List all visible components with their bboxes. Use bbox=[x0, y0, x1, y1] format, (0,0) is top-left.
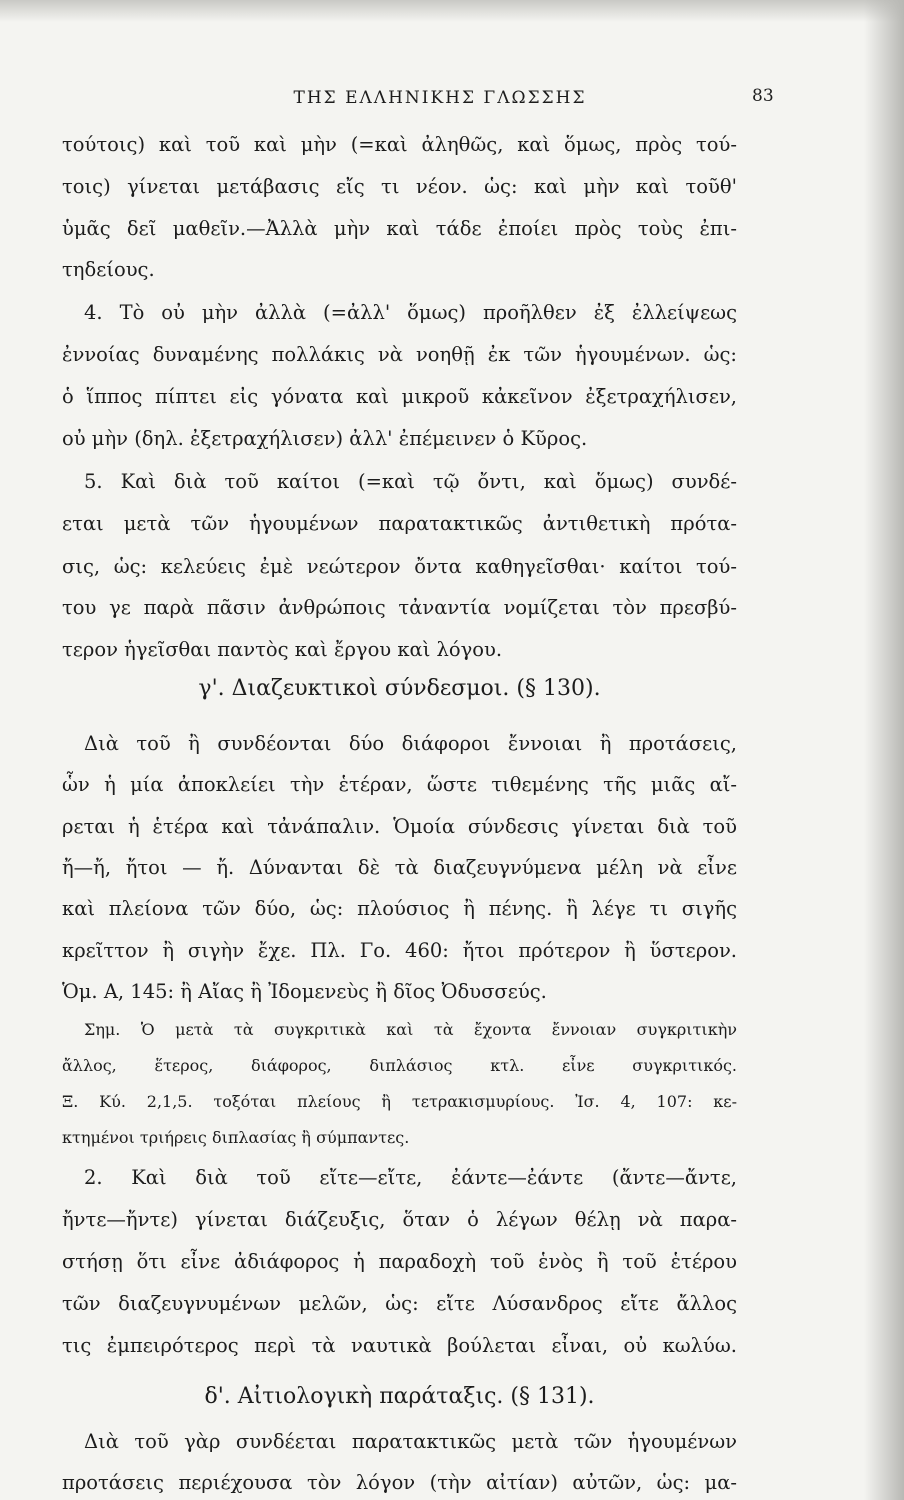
text-line: ἐννοίας δυναμένης πολλάκις νὰ νοηθῇ ἐκ τῶν ἡγουμένων. ὡς: bbox=[62, 342, 737, 366]
text-line: Ὁμ. Α, 145: ἢ Αἴας ἢ Ἰδομενεὺς ἢ δῖος Ὀδυσσεύς. bbox=[62, 979, 547, 1003]
text-line: 5. Καὶ διὰ τοῦ καίτοι (=καὶ τῷ ὄντι, καὶ ὅμως) συνδέ- bbox=[84, 469, 737, 493]
note-line: Ξ. Κύ. 2,1,5. τοξόται πλείους ἢ τετρακισμυρίους. Ἰσ. 4, 107: κε- bbox=[62, 1092, 737, 1112]
text-line: ρεται ἡ ἑτέρα καὶ τἀνάπαλιν. Ὁμοία σύνδεσις γίνεται διὰ τοῦ bbox=[62, 815, 737, 838]
text-line: ὁ ἵππος πίπτει εἰς γόνατα καὶ μικροῦ κἀκεῖνον ἐξετραχήλισεν, bbox=[62, 384, 737, 408]
note-line: Σημ. Ὁ μετὰ τὰ συγκριτικὰ καὶ τὰ ἔχοντα ἔννοιαν συγκριτικὴν bbox=[84, 1019, 737, 1039]
text-line: καὶ πλείονα τῶν δύο, ὡς: πλούσιος ἢ πένης. ἢ λέγε τι σιγῆς bbox=[62, 896, 737, 920]
text-line: τηδείους. bbox=[62, 257, 155, 281]
text-line: Διὰ τοῦ γὰρ συνδέεται παρατακτικῶς μετὰ τῶν ἡγουμένων bbox=[84, 1429, 737, 1453]
text-line: τοις) γίνεται μετάβασις εἴς τι νέον. ὡς: καὶ μὴν καὶ τοῦθ' bbox=[62, 174, 737, 198]
text-line: ἤ—ἤ, ἤτοι — ἤ. Δύνανται δὲ τὰ διαζευγνύμενα μέλη νὰ εἶνε bbox=[62, 855, 737, 879]
running-title: ΤΗΣ ΕΛΛΗΝΙΚΗΣ ΓΛΩΣΣΗΣ bbox=[293, 88, 587, 108]
text-line: σις, ὡς: κελεύεις ἐμὲ νεώτερον ὄντα καθηγεῖσθαι· καίτοι τού- bbox=[62, 554, 737, 578]
note-line: κτημένοι τριήρεις διπλασίας ἢ σύμπαντες. bbox=[62, 1128, 410, 1148]
text-line: ἤντε—ἤντε) γίνεται διάζευξις, ὅταν ὁ λέγων θέλῃ νὰ παρα- bbox=[62, 1208, 737, 1232]
text-line: τούτοις) καὶ τοῦ καὶ μὴν (=καὶ ἀληθῶς, καὶ ὅμως, πρὸς τού- bbox=[62, 133, 737, 156]
text-line: στήσῃ ὅτι εἶνε ἀδιάφορος ἡ παραδοχὴ τοῦ ἑνὸς ἢ τοῦ ἑτέρου bbox=[62, 1250, 737, 1274]
text-line: οὐ μὴν (δηλ. ἐξετραχήλισεν) ἀλλ' ἐπέμεινεν ὁ Κῦρος. bbox=[62, 426, 588, 450]
text-line: κρεῖττον ἢ σιγὴν ἔχε. Πλ. Γο. 460: ἤτοι πρότερον ἢ ὕστερον. bbox=[62, 938, 737, 962]
section-heading: δ'. Αἰτιολογικὴ παράταξις. (§ 131). bbox=[204, 1383, 595, 1409]
text-line: Διὰ τοῦ ἢ συνδέονται δύο διάφοροι ἔννοιαι ἢ προτάσεις, bbox=[84, 732, 737, 756]
text-line: τερον ἡγεῖσθαι παντὸς καὶ ἔργου καὶ λόγου. bbox=[62, 638, 503, 662]
note-line: ἄλλος, ἕτερος, διάφορος, διπλάσιος κτλ. εἶνε συγκριτικός. bbox=[62, 1056, 737, 1076]
text-line: προτάσεις περιέχουσα τὸν λόγον (τὴν αἰτίαν) αὐτῶν, ὡς: μα- bbox=[62, 1470, 737, 1494]
text-line: 4. Τὸ οὐ μὴν ἀλλὰ (=ἀλλ' ὅμως) προῆλθεν ἐξ ἐλλείψεως bbox=[84, 300, 737, 324]
section-heading: γ'. Διαζευκτικοὶ σύνδεσμοι. (§ 130). bbox=[198, 676, 601, 702]
text-line: ὑμᾶς δεῖ μαθεῖν.—Ἀλλὰ μὴν καὶ τάδε ἐποίει πρὸς τοὺς ἐπι- bbox=[62, 216, 737, 240]
page-number: 83 bbox=[752, 86, 774, 106]
text-line: 2. Καὶ διὰ τοῦ εἴτε—εἴτε, ἐάντε—ἐάντε (ἄντε—ἄντε, bbox=[84, 1166, 737, 1190]
text-line: τις ἐμπειρότερος περὶ τὰ ναυτικὰ βούλεται εἶναι, οὐ κωλύω. bbox=[62, 1334, 737, 1358]
text-line: ὧν ἡ μία ἀποκλείει τὴν ἑτέραν, ὥστε τιθεμένης τῆς μιᾶς αἴ- bbox=[62, 773, 737, 797]
text-line: του γε παρὰ πᾶσιν ἀνθρώποις τἀναντία νομίζεται τὸν πρεσβύ- bbox=[62, 596, 737, 620]
text-line: τῶν διαζευγνυμένων μελῶν, ὡς: εἴτε Λύσανδρος εἴτε ἄλλος bbox=[62, 1292, 737, 1316]
text-line: εται μετὰ τῶν ἡγουμένων παρατακτικῶς ἀντιθετικὴ πρότα- bbox=[62, 511, 737, 535]
